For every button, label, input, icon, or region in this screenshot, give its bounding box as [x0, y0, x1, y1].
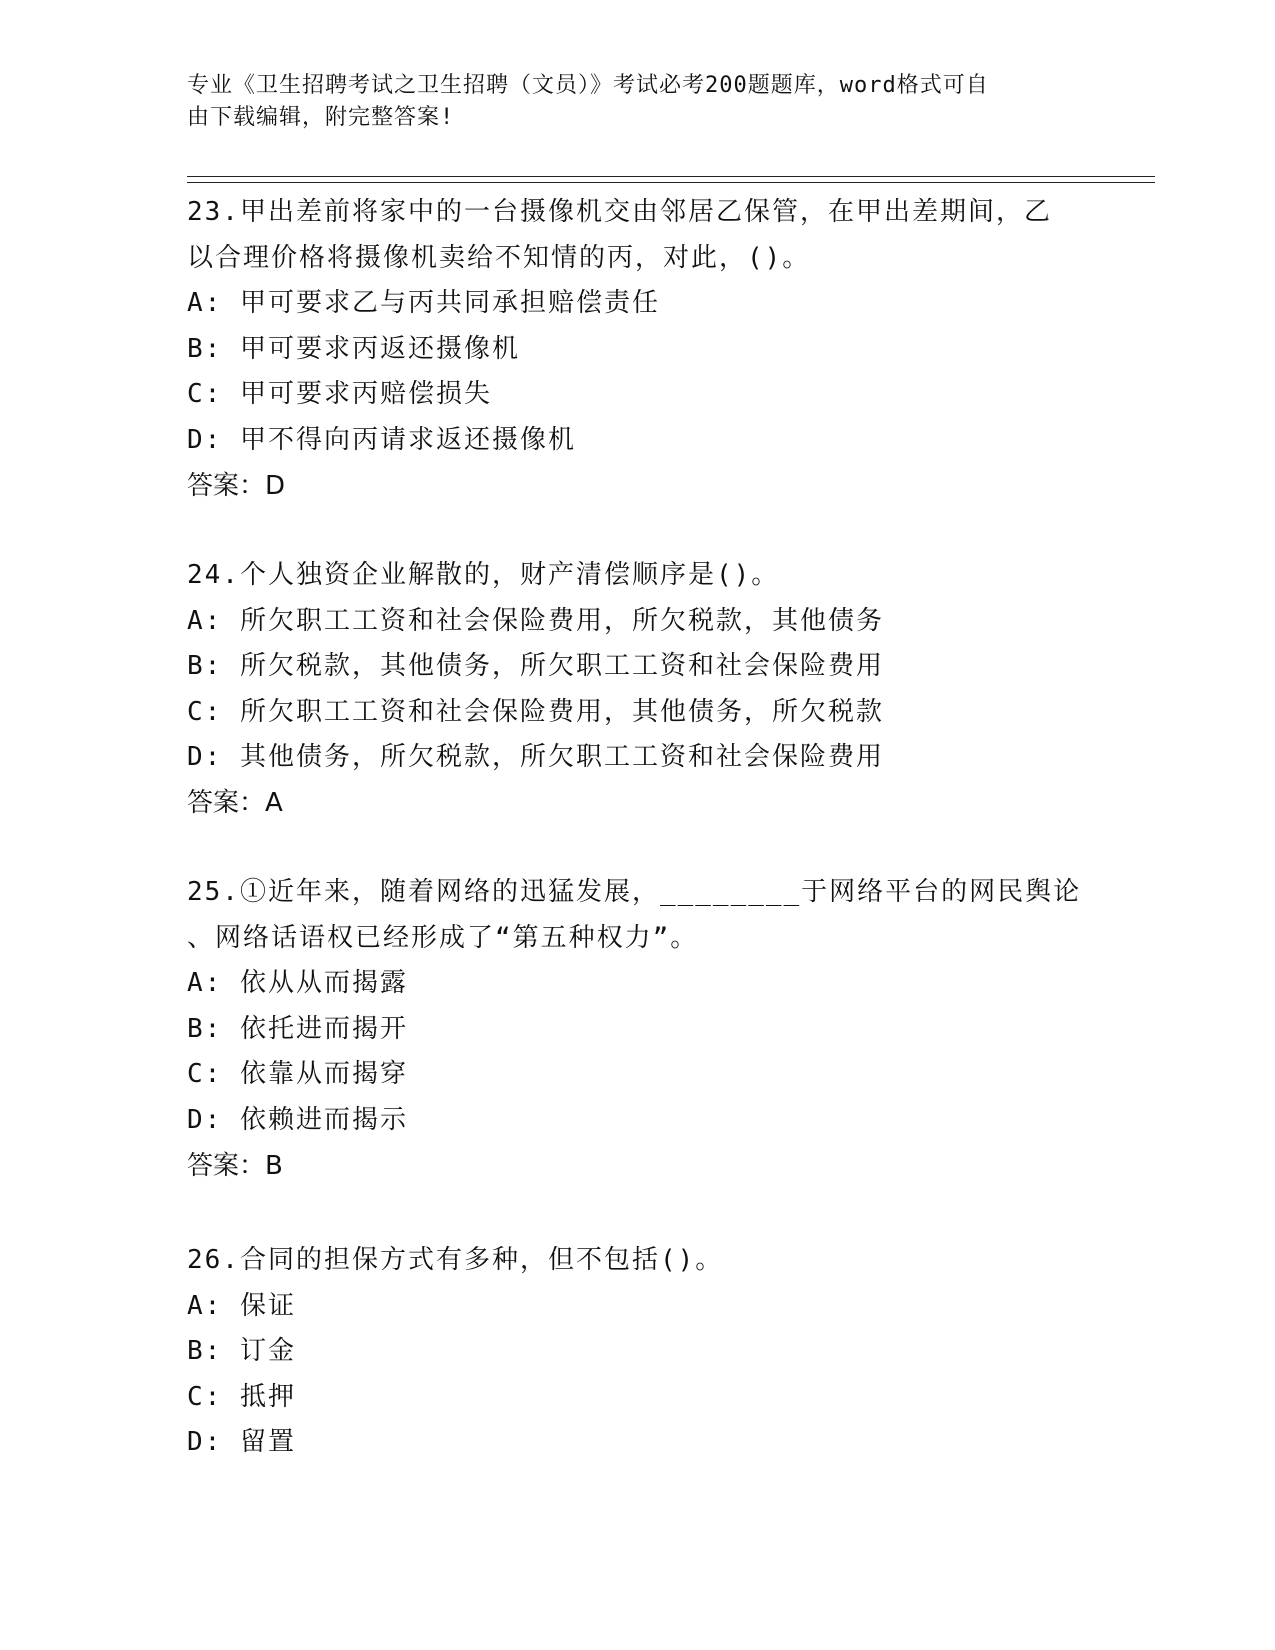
header-divider-bottom	[187, 182, 1155, 183]
question-23	[187, 190, 1087, 509]
option-a: A: 保证	[187, 1290, 296, 1321]
question-stem-line: 以合理价格将摄像机卖给不知情的丙，对此，()。	[187, 242, 811, 273]
question-24	[187, 553, 1087, 827]
option-c: C: 甲可要求丙赔偿损失	[187, 379, 492, 410]
option-c: C: 所欠职工工资和社会保险费用，其他债务，所欠税款	[187, 696, 884, 727]
option-b: B: 甲可要求丙返还摄像机	[187, 333, 520, 364]
option-d: D: 留置	[187, 1427, 296, 1458]
header-line-2: 由下载编辑，附完整答案!	[187, 105, 455, 130]
option-d: D: 其他债务，所欠税款，所欠职工工资和社会保险费用	[187, 742, 884, 773]
answer: 答案：A	[187, 787, 283, 818]
answer: 答案：D	[187, 470, 286, 501]
header-line-1: 专业《卫生招聘考试之卫生招聘（文员）》考试必考200题题库，word格式可自	[187, 73, 989, 98]
option-c: C: 抵押	[187, 1381, 296, 1412]
question-stem-line: 26.合同的担保方式有多种，但不包括()。	[187, 1245, 724, 1275]
document-header	[187, 70, 1087, 134]
question-stem-line: 24.个人独资企业解散的，财产清偿顺序是()。	[187, 560, 780, 590]
question-26	[187, 1238, 1087, 1466]
header-divider-top	[187, 176, 1155, 177]
option-d: D: 依赖进而揭示	[187, 1104, 408, 1135]
option-b: B: 依托进而揭开	[187, 1013, 408, 1044]
answer: 答案：B	[187, 1150, 283, 1181]
question-stem-line: 、网络话语权已经形成了“第五种权力”。	[187, 922, 699, 953]
question-25	[187, 870, 1087, 1189]
option-c: C: 依靠从而揭穿	[187, 1059, 408, 1090]
option-b: B: 所欠税款，其他债务，所欠职工工资和社会保险费用	[187, 651, 884, 682]
option-a: A: 依从从而揭露	[187, 968, 408, 999]
option-a: A: 所欠职工工资和社会保险费用，所欠税款，其他债务	[187, 605, 884, 636]
option-b: B: 订金	[187, 1336, 296, 1367]
question-stem-line: 25.①近年来，随着网络的迅猛发展，________于网络平台的网民舆论	[187, 877, 1082, 907]
question-stem-line: 23.甲出差前将家中的一台摄像机交由邻居乙保管，在甲出差期间，乙	[187, 197, 1052, 227]
option-a: A: 甲可要求乙与丙共同承担赔偿责任	[187, 288, 660, 319]
option-d: D: 甲不得向丙请求返还摄像机	[187, 424, 576, 455]
